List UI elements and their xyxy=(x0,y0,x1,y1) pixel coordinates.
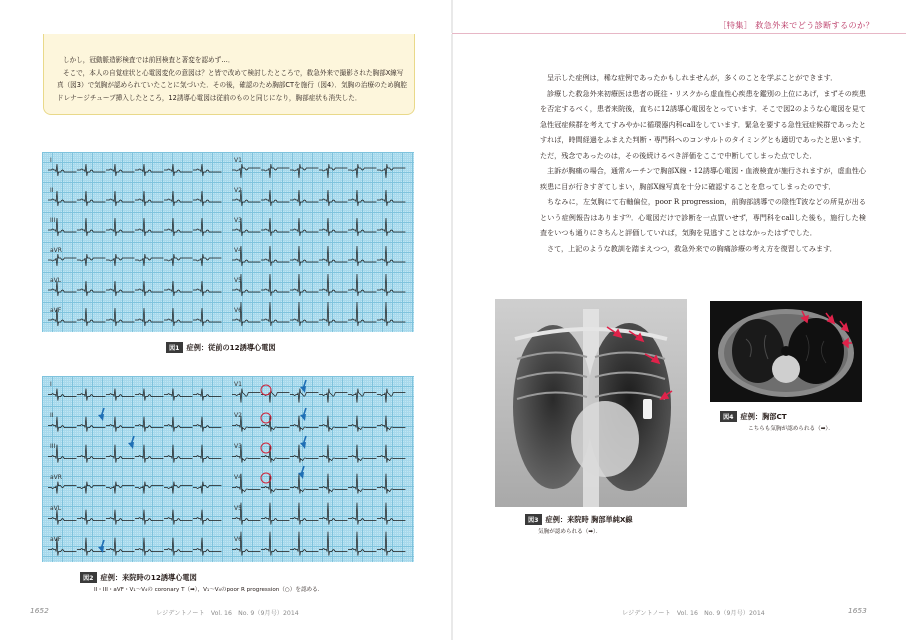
left-journal-info: レジデントノート Vol. 16 No. 9（9月号）2014 xyxy=(156,610,299,617)
ecg-trace xyxy=(232,218,405,236)
body-text xyxy=(540,70,866,256)
figure-4-subcaption: こちらも気胸が認められる（➡）． xyxy=(748,426,834,432)
ecg-trace xyxy=(232,164,405,178)
coronary-t-arrow-icon xyxy=(300,380,306,393)
ecg-lead-label: V3 xyxy=(234,443,242,450)
ecg-lead-label: V4 xyxy=(234,247,242,254)
body-paragraph: 呈示した症例は，稀な症例であったかもしれませんが，多くのことを学ぶことができます． xyxy=(547,73,838,82)
ecg-trace xyxy=(232,503,405,525)
ecg-trace xyxy=(48,482,221,494)
chest-xray-image xyxy=(495,299,687,507)
ecg-lead-label: V1 xyxy=(234,381,242,388)
figure-2-caption-text: 症例：来院時の12誘導心電図 xyxy=(100,573,197,582)
figure-1-ecg-traces xyxy=(42,152,414,332)
ecg-trace xyxy=(48,254,221,266)
poor-r-progression-circle-icon xyxy=(261,385,271,395)
ecg-trace xyxy=(232,302,405,326)
figure-4-chest-ct xyxy=(706,299,866,404)
figure-2-ecg xyxy=(42,376,414,562)
figure-2-subcaption: II・III・aVF・V₁～V₄の coronary T（➡），V₁～V₄のpoor R progression（○）を認める． xyxy=(94,587,324,593)
note-line-2: そこで，本人の自覚症状と心電図変化の意図は？と皆で改めて検討したところで，救急外来で撮影された胸部X線写真（図3）で気胸が認められていたことに気づいた．その後，確認のため胸部CTを施行（図4）．気胸の治療のため胸腔ドレナージチューブ挿入したところ，12誘導心電図は従前のものと同じになり，胸部症状も消失した． xyxy=(57,68,408,102)
ecg-trace xyxy=(48,281,221,296)
ecg-trace xyxy=(232,532,405,556)
figure-1-badge: 図1 xyxy=(166,342,183,353)
figure-3-caption xyxy=(525,514,633,525)
ecg-lead-label: V2 xyxy=(234,187,242,194)
ecg-lead-label: I xyxy=(50,157,52,164)
ecg-trace xyxy=(48,389,221,401)
ecg-trace xyxy=(48,308,221,326)
ecg-lead-label: V6 xyxy=(234,536,242,543)
ecg-lead-label: III xyxy=(50,443,56,450)
figure-3-badge: 図3 xyxy=(525,514,542,525)
ecg-trace xyxy=(232,445,405,463)
coronary-t-arrow-icon xyxy=(128,436,134,449)
ecg-trace xyxy=(232,246,405,266)
ecg-lead-label: V2 xyxy=(234,412,242,419)
ecg-lead-label: V4 xyxy=(234,474,242,481)
chest-ct-image xyxy=(706,299,866,404)
body-paragraph: ちなみに，左気胸にて右軸偏位，poor R progression，前胸部誘導での陰性T波などの所見が出るという症例報告はあります⁹⁾．心電図だけで診断を一点買いせず，専門科をcallした後も，施行した検査をいつも通りにきちんと評価していれば，気胸を見逃すことはなかったはずでした． xyxy=(540,197,866,237)
figure-1-caption xyxy=(166,342,276,353)
coronary-t-arrow-icon xyxy=(98,540,104,553)
running-header xyxy=(718,20,874,31)
figure-1-ecg xyxy=(42,152,414,332)
body-paragraph: 診療した救急外来初療医は患者の既往・リスクから虚血性心疾患を鑑別の上位にあげ，まずその疾患を否定するべく，患者来院後，直ちに12誘導心電図をとっています．そこで図2のような心電図を見て急性冠症候群を考えてすみやかに循環器内科callをしています．緊急を要する急性冠症候群であったとすれば，時間経過をふまえた判断・専門科へのコンサルトのタイミングとも適切であったと思います．ただ，残念であったのは，その後続けるべき評価をここで中断してしまった点でした． xyxy=(540,88,866,160)
ecg-trace xyxy=(48,164,221,176)
figure-3-chest-xray xyxy=(495,299,687,507)
body-paragraph: さて，上記のような教訓を踏まえつつ，救急外来での胸痛診療の考え方を復習してみます． xyxy=(547,243,837,253)
right-journal-info: レジデントノート Vol. 16 No. 9（9月号）2014 xyxy=(622,610,765,617)
body-paragraph: 主訴が胸痛の場合，通常ルーチンで胸部X線・12誘導心電図・血液検査が施行されますが，虚血性心疾患に目が行きすぎてしまい，胸部X線写真を十分に確認することを怠ってしまったのです． xyxy=(540,166,866,191)
coronary-t-arrow-icon xyxy=(300,408,306,421)
ecg-lead-label: aVL xyxy=(50,505,62,512)
ecg-lead-label: aVF xyxy=(50,307,62,314)
ecg-lead-label: II xyxy=(50,412,54,419)
ecg-lead-label: aVR xyxy=(50,474,62,481)
ecg-lead-label: V1 xyxy=(234,157,242,164)
ecg-lead-label: V3 xyxy=(234,217,242,224)
ecg-trace xyxy=(232,474,405,494)
ecg-lead-label: V5 xyxy=(234,277,242,284)
ecg-lead-label: I xyxy=(50,381,52,388)
ecg-trace xyxy=(48,218,221,236)
ecg-trace xyxy=(232,190,405,206)
ecg-lead-label: V5 xyxy=(234,505,242,512)
left-page-number: 1652 xyxy=(30,606,49,615)
figure-3-caption-text: 症例：来院時 胸部単純X線 xyxy=(545,515,633,524)
ecg-trace xyxy=(232,389,405,403)
ecg-trace xyxy=(48,538,221,556)
figure-4-caption-text: 症例：胸部CT xyxy=(740,412,787,421)
header-tag: ［特集］ xyxy=(718,20,753,30)
ecg-lead-label: II xyxy=(50,187,54,194)
ecg-trace xyxy=(48,510,221,525)
figure-3-subcaption: 気胸が認められる（➡）． xyxy=(538,529,602,535)
figure-2-ecg-traces xyxy=(42,376,414,562)
header-title: 救急外来でどう診断するのか？ xyxy=(755,20,874,30)
ecg-lead-label: III xyxy=(50,217,56,224)
ecg-lead-label: aVR xyxy=(50,247,62,254)
figure-2-caption xyxy=(80,572,197,583)
coronary-t-arrow-icon xyxy=(98,408,104,421)
figure-4-badge: 図4 xyxy=(720,411,737,422)
ecg-trace xyxy=(232,416,405,432)
figure-2-badge: 図2 xyxy=(80,572,97,583)
ecg-trace xyxy=(232,274,405,296)
ecg-lead-label: aVL xyxy=(50,277,62,284)
coronary-t-arrow-icon xyxy=(300,436,306,449)
figure-1-caption-text: 症例：従前の12誘導心電図 xyxy=(186,343,276,352)
right-page-number: 1653 xyxy=(848,606,867,615)
ecg-lead-label: aVF xyxy=(50,536,62,543)
ecg-trace xyxy=(48,191,221,206)
ecg-trace xyxy=(48,417,221,432)
ecg-lead-label: V6 xyxy=(234,307,242,314)
case-note-text xyxy=(57,54,407,104)
ecg-trace xyxy=(48,445,221,463)
figure-4-caption xyxy=(720,411,787,422)
note-line-1: しかし，冠動脈造影検査では前回検査と著変を認めず…． xyxy=(63,56,235,64)
